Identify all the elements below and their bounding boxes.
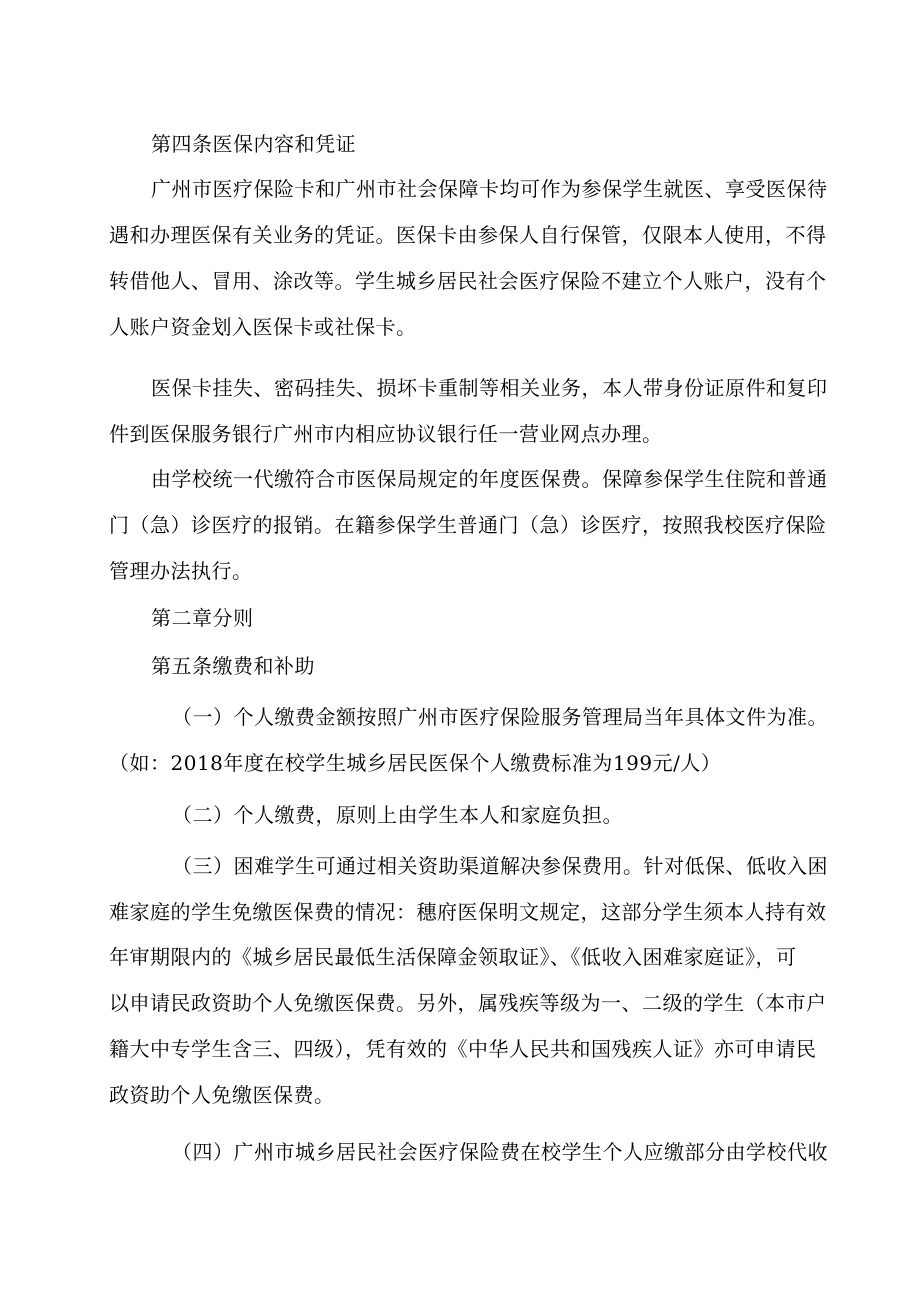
paragraph-line: 转借他人、冒用、涂改等。学生城乡居民社会医疗保险不建立个人账户，没有个 — [109, 269, 827, 293]
paragraph-line: 籍大中专学生含三、四级），凭有效的《中华人民共和国残疾人证》亦可申请民 — [109, 1037, 817, 1061]
paragraph-line: 难家庭的学生免缴医保费的情况：穗府医保明文规定，这部分学生须本人持有效 — [109, 900, 827, 924]
paragraph-line: （三）困难学生可通过相关资助渠道解决参保费用。针对低保、低收入困 — [172, 854, 828, 878]
paragraph-line: 人账户资金划入医保卡或社保卡。 — [109, 315, 417, 339]
paragraph-line: 由学校统一代缴符合市医保局规定的年度医保费。保障参保学生住院和普通 — [151, 467, 828, 491]
paragraph-line: 门（急）诊医疗的报销。在籍参保学生普通门（急）诊医疗，按照我校医疗保险 — [109, 513, 827, 537]
paragraph-line: （四）广州市城乡居民社会医疗保险费在校学生个人应缴部分由学校代收 — [172, 1140, 828, 1164]
paragraph-line: 医保卡挂失、密码挂失、损坏卡重制等相关业务，本人带身份证原件和复印 — [151, 376, 828, 400]
paragraph-line: 管理办法执行。 — [109, 559, 253, 583]
paragraph-line: 以申请民政资助个人免缴医保费。另外，属残疾等级为一、二级的学生（本市户 — [109, 991, 827, 1015]
chapter-two-heading: 第二章分则 — [151, 606, 254, 630]
paragraph-line: 件到医保服务银行广州市内相应协议银行任一营业网点办理。 — [109, 422, 663, 446]
paragraph-line: （二）个人缴费，原则上由学生本人和家庭负担。 — [172, 803, 623, 827]
paragraph-line: 年审期限内的《城乡居民最低生活保障金领取证》、《低收入困难家庭证》，可 — [109, 945, 797, 969]
article-four-heading: 第四条医保内容和凭证 — [151, 132, 356, 156]
paragraph-line: （如：2018年度在校学生城乡居民医保个人缴费标准为199元/人） — [109, 751, 722, 775]
paragraph-line: 广州市医疗保险卡和广州市社会保障卡均可作为参保学生就医、享受医保待 — [151, 177, 828, 201]
paragraph-line: 遇和办理医保有关业务的凭证。医保卡由参保人自行保管，仅限本人使用，不得 — [109, 223, 827, 247]
article-five-heading: 第五条缴费和补助 — [151, 654, 315, 678]
paragraph-line: （一）个人缴费金额按照广州市医疗保险服务管理局当年具体文件为准。 — [172, 705, 828, 729]
paragraph-line: 政资助个人免缴医保费。 — [109, 1083, 335, 1107]
